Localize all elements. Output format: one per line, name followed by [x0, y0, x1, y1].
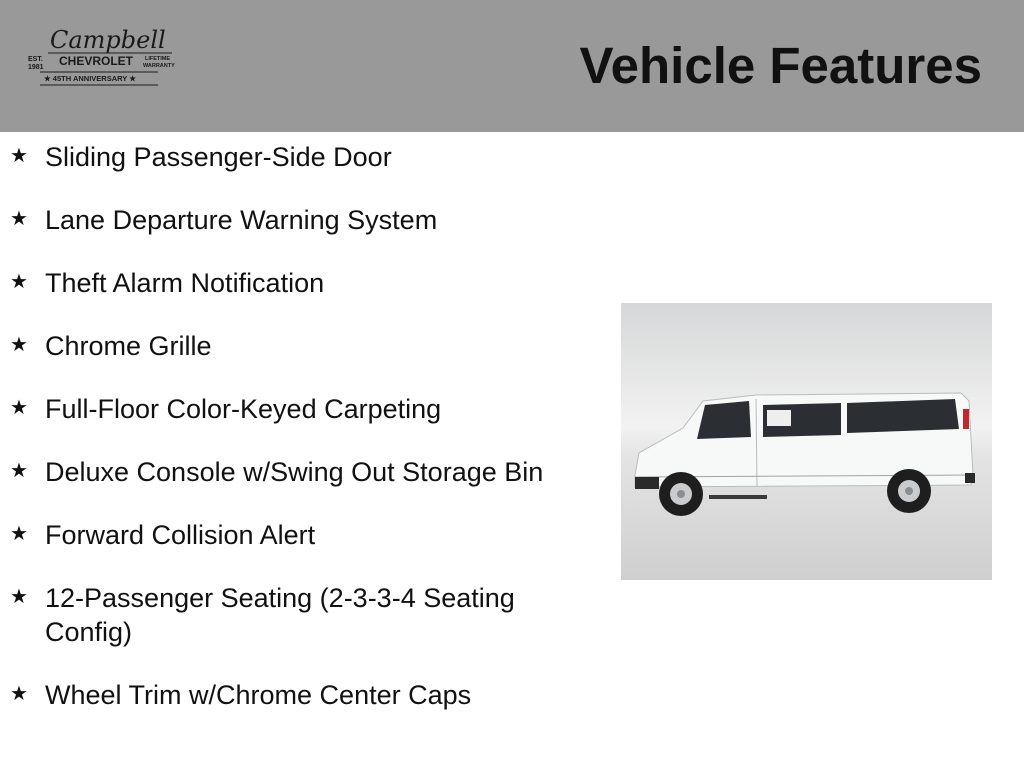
star-icon: ★ — [10, 145, 28, 167]
list-item — [10, 329, 590, 363]
feature-text: Forward Collision Alert — [45, 520, 316, 550]
logo-warranty: WARRANTY — [143, 63, 175, 69]
page-title: Vehicle Features — [579, 37, 982, 94]
star-icon: ★ — [10, 523, 28, 545]
logo-year: 1981 — [28, 64, 44, 71]
feature-text: Chrome Grille — [45, 331, 212, 361]
feature-text: 12-Passenger Seating (2-3-3-4 Seating Config) — [45, 583, 515, 647]
feature-text: Wheel Trim w/Chrome Center Caps — [45, 680, 472, 710]
feature-text: Sliding Passenger-Side Door — [45, 142, 392, 172]
header-banner — [0, 0, 1024, 132]
logo-make: CHEVROLET — [59, 54, 134, 68]
star-icon: ★ — [10, 586, 28, 608]
list-item — [10, 455, 590, 489]
list-item — [10, 518, 590, 552]
feature-text: Theft Alarm Notification — [45, 268, 325, 298]
list-item — [10, 140, 590, 174]
list-item — [10, 392, 590, 426]
rear-wheel — [887, 469, 931, 513]
logo-anniversary: ★ 45TH ANNIVERSARY ★ — [44, 74, 136, 83]
feature-list — [10, 140, 590, 741]
star-icon: ★ — [10, 460, 28, 482]
feature-text: Deluxe Console w/Swing Out Storage Bin — [45, 457, 544, 487]
star-icon: ★ — [10, 208, 28, 230]
logo-est: EST. — [28, 56, 43, 63]
list-item — [10, 266, 590, 300]
front-wheel — [659, 472, 703, 516]
star-icon: ★ — [10, 334, 28, 356]
dealer-logo — [26, 22, 176, 92]
list-item — [10, 581, 590, 649]
list-item — [10, 678, 590, 712]
list-item — [10, 203, 590, 237]
logo-brand: Campbell — [50, 26, 166, 54]
feature-text: Lane Departure Warning System — [45, 205, 438, 235]
star-icon: ★ — [10, 683, 28, 705]
star-icon: ★ — [10, 397, 28, 419]
vehicle-photo — [621, 303, 992, 580]
feature-text: Full-Floor Color-Keyed Carpeting — [45, 394, 442, 424]
star-icon: ★ — [10, 271, 28, 293]
logo-lifetime: LIFETIME — [145, 56, 171, 62]
